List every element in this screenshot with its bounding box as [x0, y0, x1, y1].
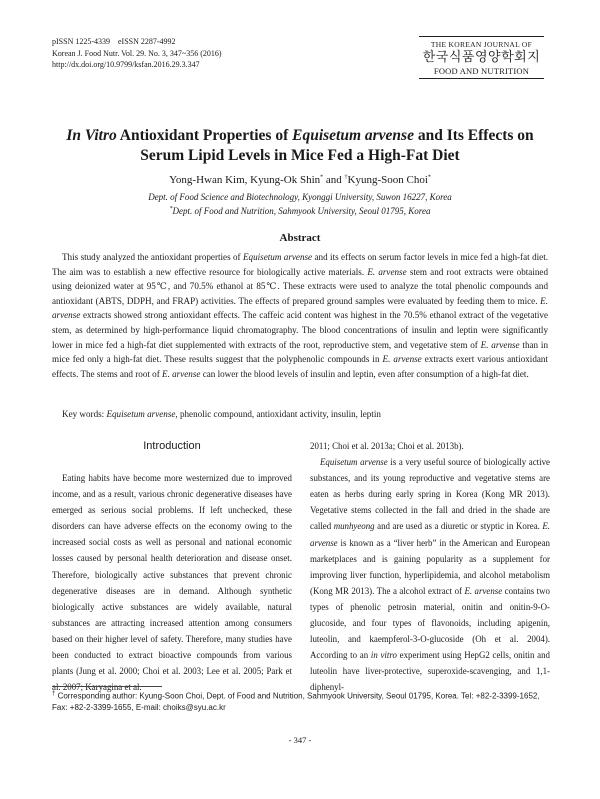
affiliation-1: Dept. of Food Science and Biotechnology, Kyonggi University, Suwon 16227, Korea: [148, 192, 452, 202]
abstract-text: and its effects on serum factor levels in mice fed a high-fat diet. The aim was to establish a new effective resource for biologically active materials.: [52, 252, 548, 277]
introduction-left-column: Eating habits have become more westernized due to improved income, and as a result, various chronic degenerative diseases have emerged as serious social problems. If left unchecked, these disorders can have adverse effects on the economy owing to the increased social costs as well as personal and national economic losses caused by personal health deterioration and disease onset. Therefore, biologically active substances that prevent chronic degenerative diseases are in demand. Although synthetic biologically active substances are widely available, natural substances are attracting increased attention among consumers based on their higher level of safety. Therefore, many studies have been conducted to extract bioactive compounds from various plants (Jung et al. 2000; Choi et al. 2003; Lee et al. 2005; Park et al. 2007; Karyagina et al.: [52, 473, 292, 693]
journal-masthead: [419, 36, 544, 79]
paragraph-continuation: 2011; Choi et al. 2013a; Choi et al. 2013b).: [310, 441, 464, 451]
title-line-2: Serum Lipid Levels in Mice Fed a High-Fat Diet: [140, 147, 460, 164]
species-name: E. arvense: [480, 339, 520, 350]
paper-title: [40, 126, 560, 166]
abstract-body: [52, 250, 548, 381]
body-text: is a very useful source of biologically active substances, and its young reproductive and vegetative stems are eaten as herbs during early spring in Korea (Kong MR 2013). Vegetative stems collected in the fall and dried in the shade are called: [310, 457, 550, 532]
issn: pISSN 1225-4339 eISSN 2287-4992: [52, 37, 176, 46]
body-text: is known as a “liver herb” in the American and European marketplaces and is gaining popularity as a supplement for improving liver function, hyperlipidemia, and alcohol metabolism (Kong MR 2013). The a alcohol extract of: [310, 537, 550, 596]
abstract-text: extracts exert various antioxidant effects. The stems and root of: [52, 354, 548, 379]
paragraph-equisetum: [310, 454, 550, 695]
keywords: [52, 409, 548, 419]
abstract-text: This study analyzed the antioxidant properties of: [62, 252, 243, 262]
body-text: contains two types of phenolic petrosin material, onitin and onitin-9-O-glucoside, and four types of flavonoids, including apigenin, luteolin, and kaempferol-3-O-glucoside (Oh et al. 2004). According to an: [310, 585, 550, 661]
journal-name-en-bottom: FOOD AND NUTRITION: [433, 66, 530, 76]
species-name: Equisetum arvense: [243, 252, 313, 262]
term-munhyeong: munhyeong: [333, 521, 375, 532]
title-part: and Its Effects on: [413, 127, 534, 144]
affiliation-marker: *: [320, 174, 324, 181]
body-text: and are used as a diuretic or styptic in Korea.: [374, 521, 543, 532]
abstract-heading: Abstract: [279, 232, 321, 244]
title-part: Antioxidant Properties of: [116, 127, 293, 144]
author-corresponding: Kyung-Soon Choi: [347, 174, 428, 186]
keywords-label: Key words:: [62, 409, 107, 419]
species-name: E. arvense: [382, 354, 422, 365]
abstract-text: than in mice fed only a high-fat diet. These results suggest that the polyphenolic compounds in: [52, 339, 548, 365]
footnote-divider: [52, 686, 162, 687]
journal-name-en-top: THE KOREAN JOURNAL OF: [430, 40, 533, 49]
corresponding-author-footnote: [52, 689, 552, 714]
citation: Korean J. Food Nutr. Vol. 29. No. 3, 347~356 (2016): [52, 48, 222, 58]
page-number: - 347 -: [288, 735, 312, 745]
body-text: experiment using HepG2 cells, onitin and luteolin have liver-protective, superoxide-scavenging, and 1,1-diphenyl-: [310, 650, 550, 693]
author-names: Yong-Hwan Kim, Kyung-Ok Shin: [169, 174, 321, 186]
keyword-species: Equisetum arvense: [106, 409, 176, 419]
introduction-right-column: [310, 438, 550, 696]
species-name: E. arvense: [367, 266, 407, 277]
doi-link[interactable]: http://dx.doi.org/10.9799/ksfan.2016.29.3.347: [52, 60, 200, 69]
article-metadata: [52, 36, 222, 71]
corresponding-marker: †: [52, 691, 56, 697]
abstract-text: extracts showed strong antioxidant effects. The caffeic acid content was highest in the 70.5% ethanol extract of the vegetative stem, as determined by high-performance liquid chromatography. The blood concentrations of insulin and leptin were significantly lower in mice fed a high-fat diet supplemented with extracts of the root, reproductive stem, and vegetative stem of: [52, 310, 548, 350]
journal-name-korean: 한국식품영양학회지: [422, 50, 541, 65]
author-and: and: [323, 174, 345, 186]
species-name: E. arvense: [52, 295, 548, 321]
species-name: E. arvense: [310, 521, 551, 548]
corresponding-marker: †: [344, 174, 348, 181]
title-part-invitro: In Vitro: [66, 127, 117, 144]
affiliation-marker: *: [427, 174, 431, 181]
affiliation-marker: *: [169, 206, 173, 212]
keywords-rest: , phenolic compound, antioxidant activity, insulin, leptin: [175, 409, 381, 419]
term-in-vitro: in vitro: [370, 650, 397, 661]
introduction-heading: Introduction: [143, 440, 201, 452]
title-species: Equisetum arvense: [292, 127, 414, 144]
species-name: Equisetum arvense: [320, 457, 388, 468]
abstract-text: stem and root extracts were obtained using deionized water at 95℃, and 70.5% ethanol at 85℃. These extracts were used to analyze the total phenolic compounds and antioxidant (ABTS, DDPH, and FRAP) activities. The effects of prepared ground samples were evaluated by feeding them to mice.: [52, 266, 548, 306]
author-list: [40, 174, 560, 186]
species-name: E. arvense: [464, 585, 503, 596]
footnote-text: Corresponding author: Kyung-Soon Choi, Dept. of Food and Nutrition, Sahmyook University, Seoul 01795, Korea. Tel: +82-2-3399-1652, Fax: +82-2-3399-1655, E-mail: choiks@syu.ac.kr: [52, 691, 540, 713]
affiliation-2-text: Dept. of Food and Nutrition, Sahmyook University, Seoul 01795, Korea: [172, 206, 431, 216]
masthead-rule-bottom: [419, 78, 544, 79]
affiliation-2: [40, 206, 560, 216]
species-name: E. arvense: [162, 368, 201, 379]
abstract-text: can lower the blood levels of insulin and leptin, even after consumption of a high-fat diet.: [200, 368, 529, 379]
